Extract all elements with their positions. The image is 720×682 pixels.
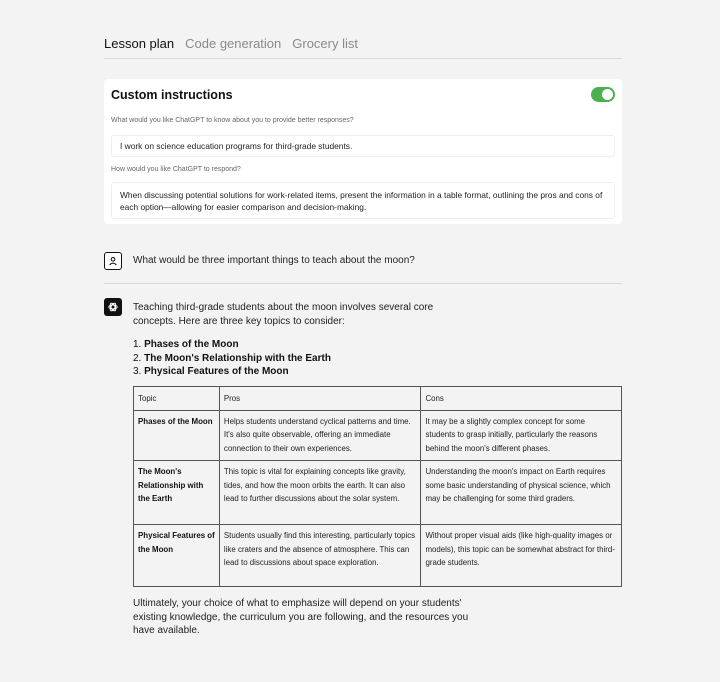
cell-pros: Helps students understand cyclical patterns and time. It's also quite observable, offering an immediate connection to their own experiences.	[219, 410, 421, 460]
topic-name: The Moon's Relationship with the Earth	[144, 352, 331, 364]
cell-cons: Understanding the moon's impact on Earth requires some basic understanding of physical science, which may be challenging for some third graders.	[421, 460, 622, 524]
about-you-field[interactable]: I work on science education programs for third-grade students.	[111, 135, 615, 157]
tab-grocery-list[interactable]: Grocery list	[292, 36, 358, 51]
user-message-row	[104, 252, 622, 284]
cell-topic: Physical Features of the Moon	[134, 524, 220, 586]
list-item: 3. Physical Features of the Moon	[133, 366, 289, 377]
list-item: 1. Phases of the Moon	[133, 339, 239, 350]
cell-cons: It may be a slightly complex concept for some students to grasp initially, particularly the reasons behind the moon's different phases.	[421, 410, 622, 460]
response-style-field[interactable]: When discussing potential solutions for work-related items, present the information in a table format, outlining the pros and cons of each option—allowing for easier comparison and decision-making.	[111, 182, 615, 219]
topic-name: Physical Features of the Moon	[144, 366, 289, 377]
user-message: What would be three important things to teach about the moon?	[133, 255, 415, 266]
pros-cons-table	[133, 386, 622, 587]
header-topic: Topic	[134, 387, 220, 411]
tab-lesson-plan[interactable]: Lesson plan	[104, 36, 175, 51]
table-row	[134, 410, 622, 460]
cell-topic: Phases of the Moon	[134, 410, 220, 460]
list-item: 2. The Moon's Relationship with the Earth	[133, 352, 331, 364]
cell-cons: Without proper visual aids (like high-quality images or models), this topic can be somewhat abstract for third-grade students.	[421, 524, 622, 586]
response-style-label: How would you like ChatGPT to respond?	[111, 166, 241, 173]
cell-topic: The Moon's Relationship with the Earth	[134, 460, 220, 524]
table-row	[134, 524, 622, 586]
tab-code-generation[interactable]: Code generation	[185, 36, 282, 51]
answer-intro: Teaching third-grade students about the moon involves several core concepts. Here are three key topics to consider:	[133, 302, 434, 327]
cell-pros: This topic is vital for explaining concepts like gravity, tides, and how the moon orbits the earth. It can also lead to further discussions about the solar system.	[219, 460, 421, 524]
table-row	[134, 460, 622, 524]
custom-instructions-card	[104, 79, 622, 224]
header-pros: Pros	[219, 387, 421, 411]
table-header-row	[134, 387, 622, 411]
user-icon	[104, 252, 122, 270]
about-you-label: What would you like ChatGPT to know about you to provide better responses?	[111, 117, 354, 124]
tab-bar	[104, 36, 622, 59]
toggle-knob	[602, 89, 613, 100]
header-cons: Cons	[421, 387, 622, 411]
custom-instructions-toggle[interactable]	[591, 87, 615, 102]
answer-closing: Ultimately, your choice of what to emphasize will depend on your students' existing knowledge, the curriculum you are following, and the resources you have available.	[133, 598, 469, 636]
topic-name: Phases of the Moon	[144, 339, 239, 350]
openai-logo-icon	[104, 298, 122, 316]
custom-instructions-title: Custom instructions	[111, 88, 233, 102]
topic-list	[133, 338, 331, 379]
cell-pros: Students usually find this interesting, particularly topics like craters and the absence of atmosphere. This can lead to discussions about space exploration.	[219, 524, 421, 586]
